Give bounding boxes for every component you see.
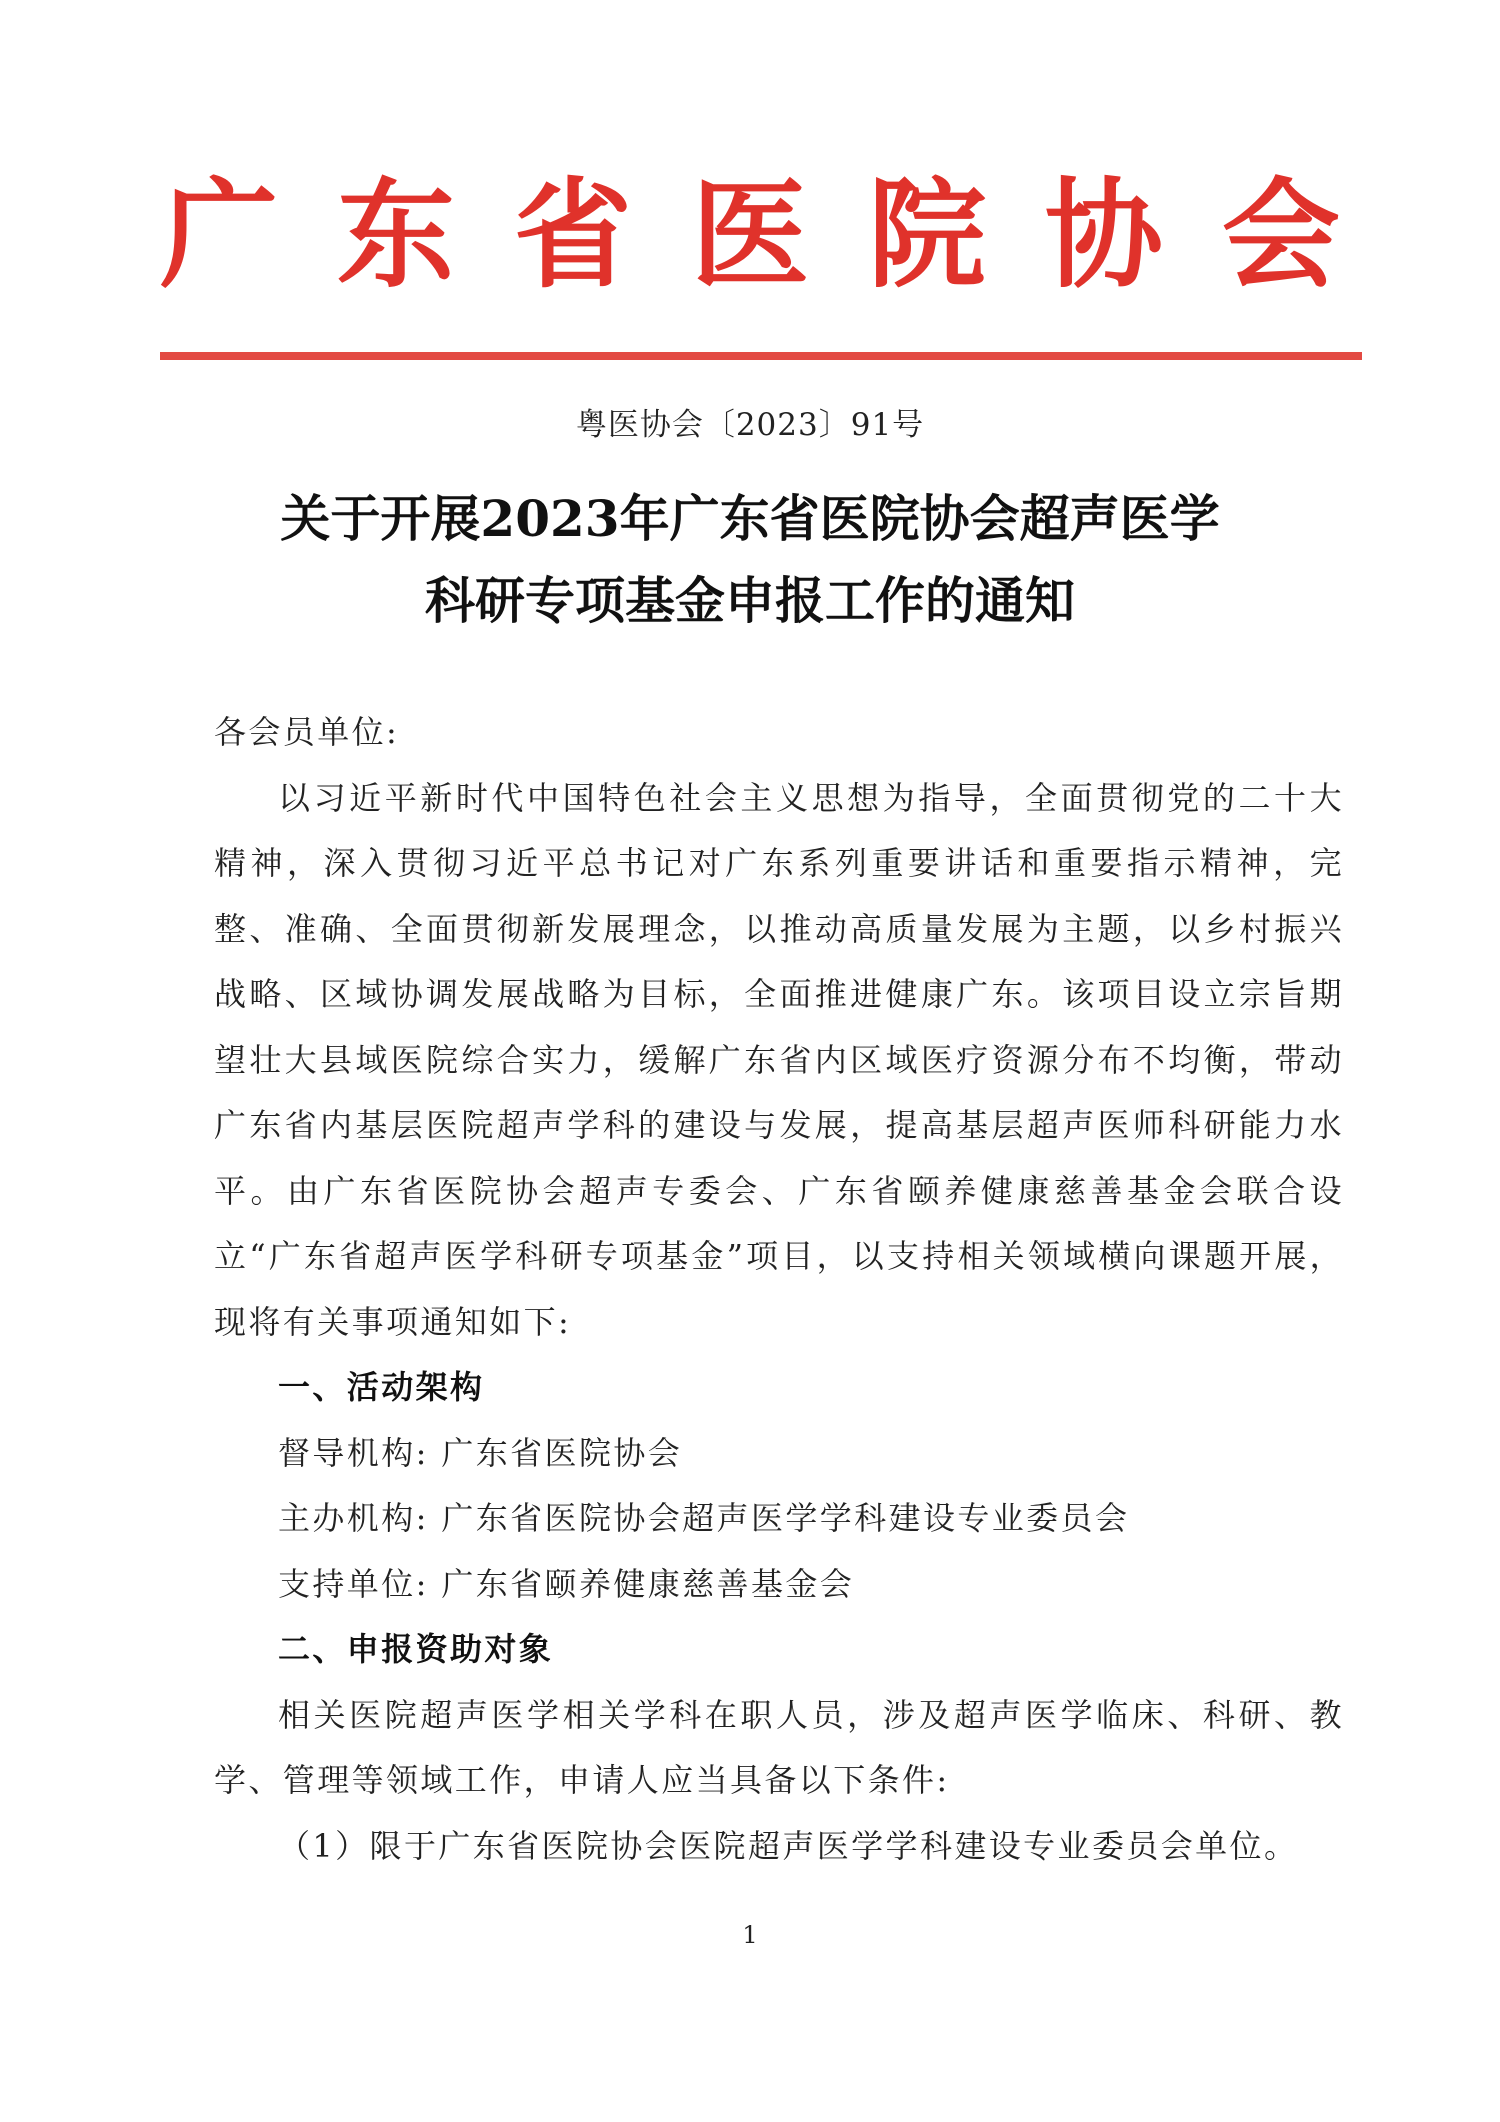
page-number: 1	[742, 1921, 758, 1949]
organization-header-char: 院	[867, 165, 986, 304]
organization-header-char: 会	[1221, 165, 1340, 304]
organization-header-char: 省	[513, 165, 632, 304]
section-2-paragraph: 相关医院超声医学相关学科在职人员，涉及超声医学临床、科研、教学、管理等领域工作，申请人应当具备以下条件:	[214, 1695, 1344, 1799]
section-1-item-supporter: 支持单位: 广东省颐养健康慈善基金会	[278, 1564, 855, 1603]
document-number: 粤医协会〔2023〕91号	[575, 407, 925, 443]
section-1-item-supervisor: 督导机构: 广东省医院协会	[278, 1433, 683, 1472]
document-title-line-2: 科研专项基金申报工作的通知	[425, 571, 1075, 630]
organization-header	[160, 165, 1340, 305]
section-1-item-organizer: 主办机构: 广东省医院协会超声医学学科建设专业委员会	[278, 1499, 1130, 1537]
salutation: 各会员单位:	[214, 713, 400, 751]
section-1-heading: 一、活动架构	[278, 1368, 485, 1406]
section-2-heading: 二、申报资助对象	[278, 1630, 554, 1668]
organization-header-char: 广	[160, 165, 279, 304]
document-title-line-1: 关于开展2023年广东省医院协会超声医学	[280, 489, 1220, 548]
organization-header-char: 医	[690, 165, 809, 304]
document-title	[150, 478, 1350, 642]
organization-header-char: 协	[1044, 165, 1163, 304]
header-divider	[160, 352, 1362, 360]
section-2-item-1: （1）限于广东省医院协会医院超声医学学科建设专业委员会单位。	[278, 1826, 1299, 1865]
organization-header-char: 东	[336, 165, 455, 304]
intro-paragraph: 以习近平新时代中国特色社会主义思想为指导，全面贯彻党的二十大精神，深入贯彻习近平总书记对广东系列重要讲话和重要指示精神，完整、准确、全面贯彻新发展理念，以推动高质量发展为主题，以乡村振兴战略、区域协调发展战略为目标，全面推进健康广东。该项目设立宗旨期望壮大县域医院综合实力，缓解广东省内区域医疗资源分布不均衡，带动广东省内基层医院超声学科的建设与发展，提高基层超声医师科研能力水平。由广东省医院协会超声专委会、广东省颐养健康慈善基金会联合设立“广东省超声医学科研专项基金”项目，以支持相关领域横向课题开展，现将有关事项通知如下:	[214, 778, 1344, 1341]
document-body	[214, 700, 1344, 1879]
